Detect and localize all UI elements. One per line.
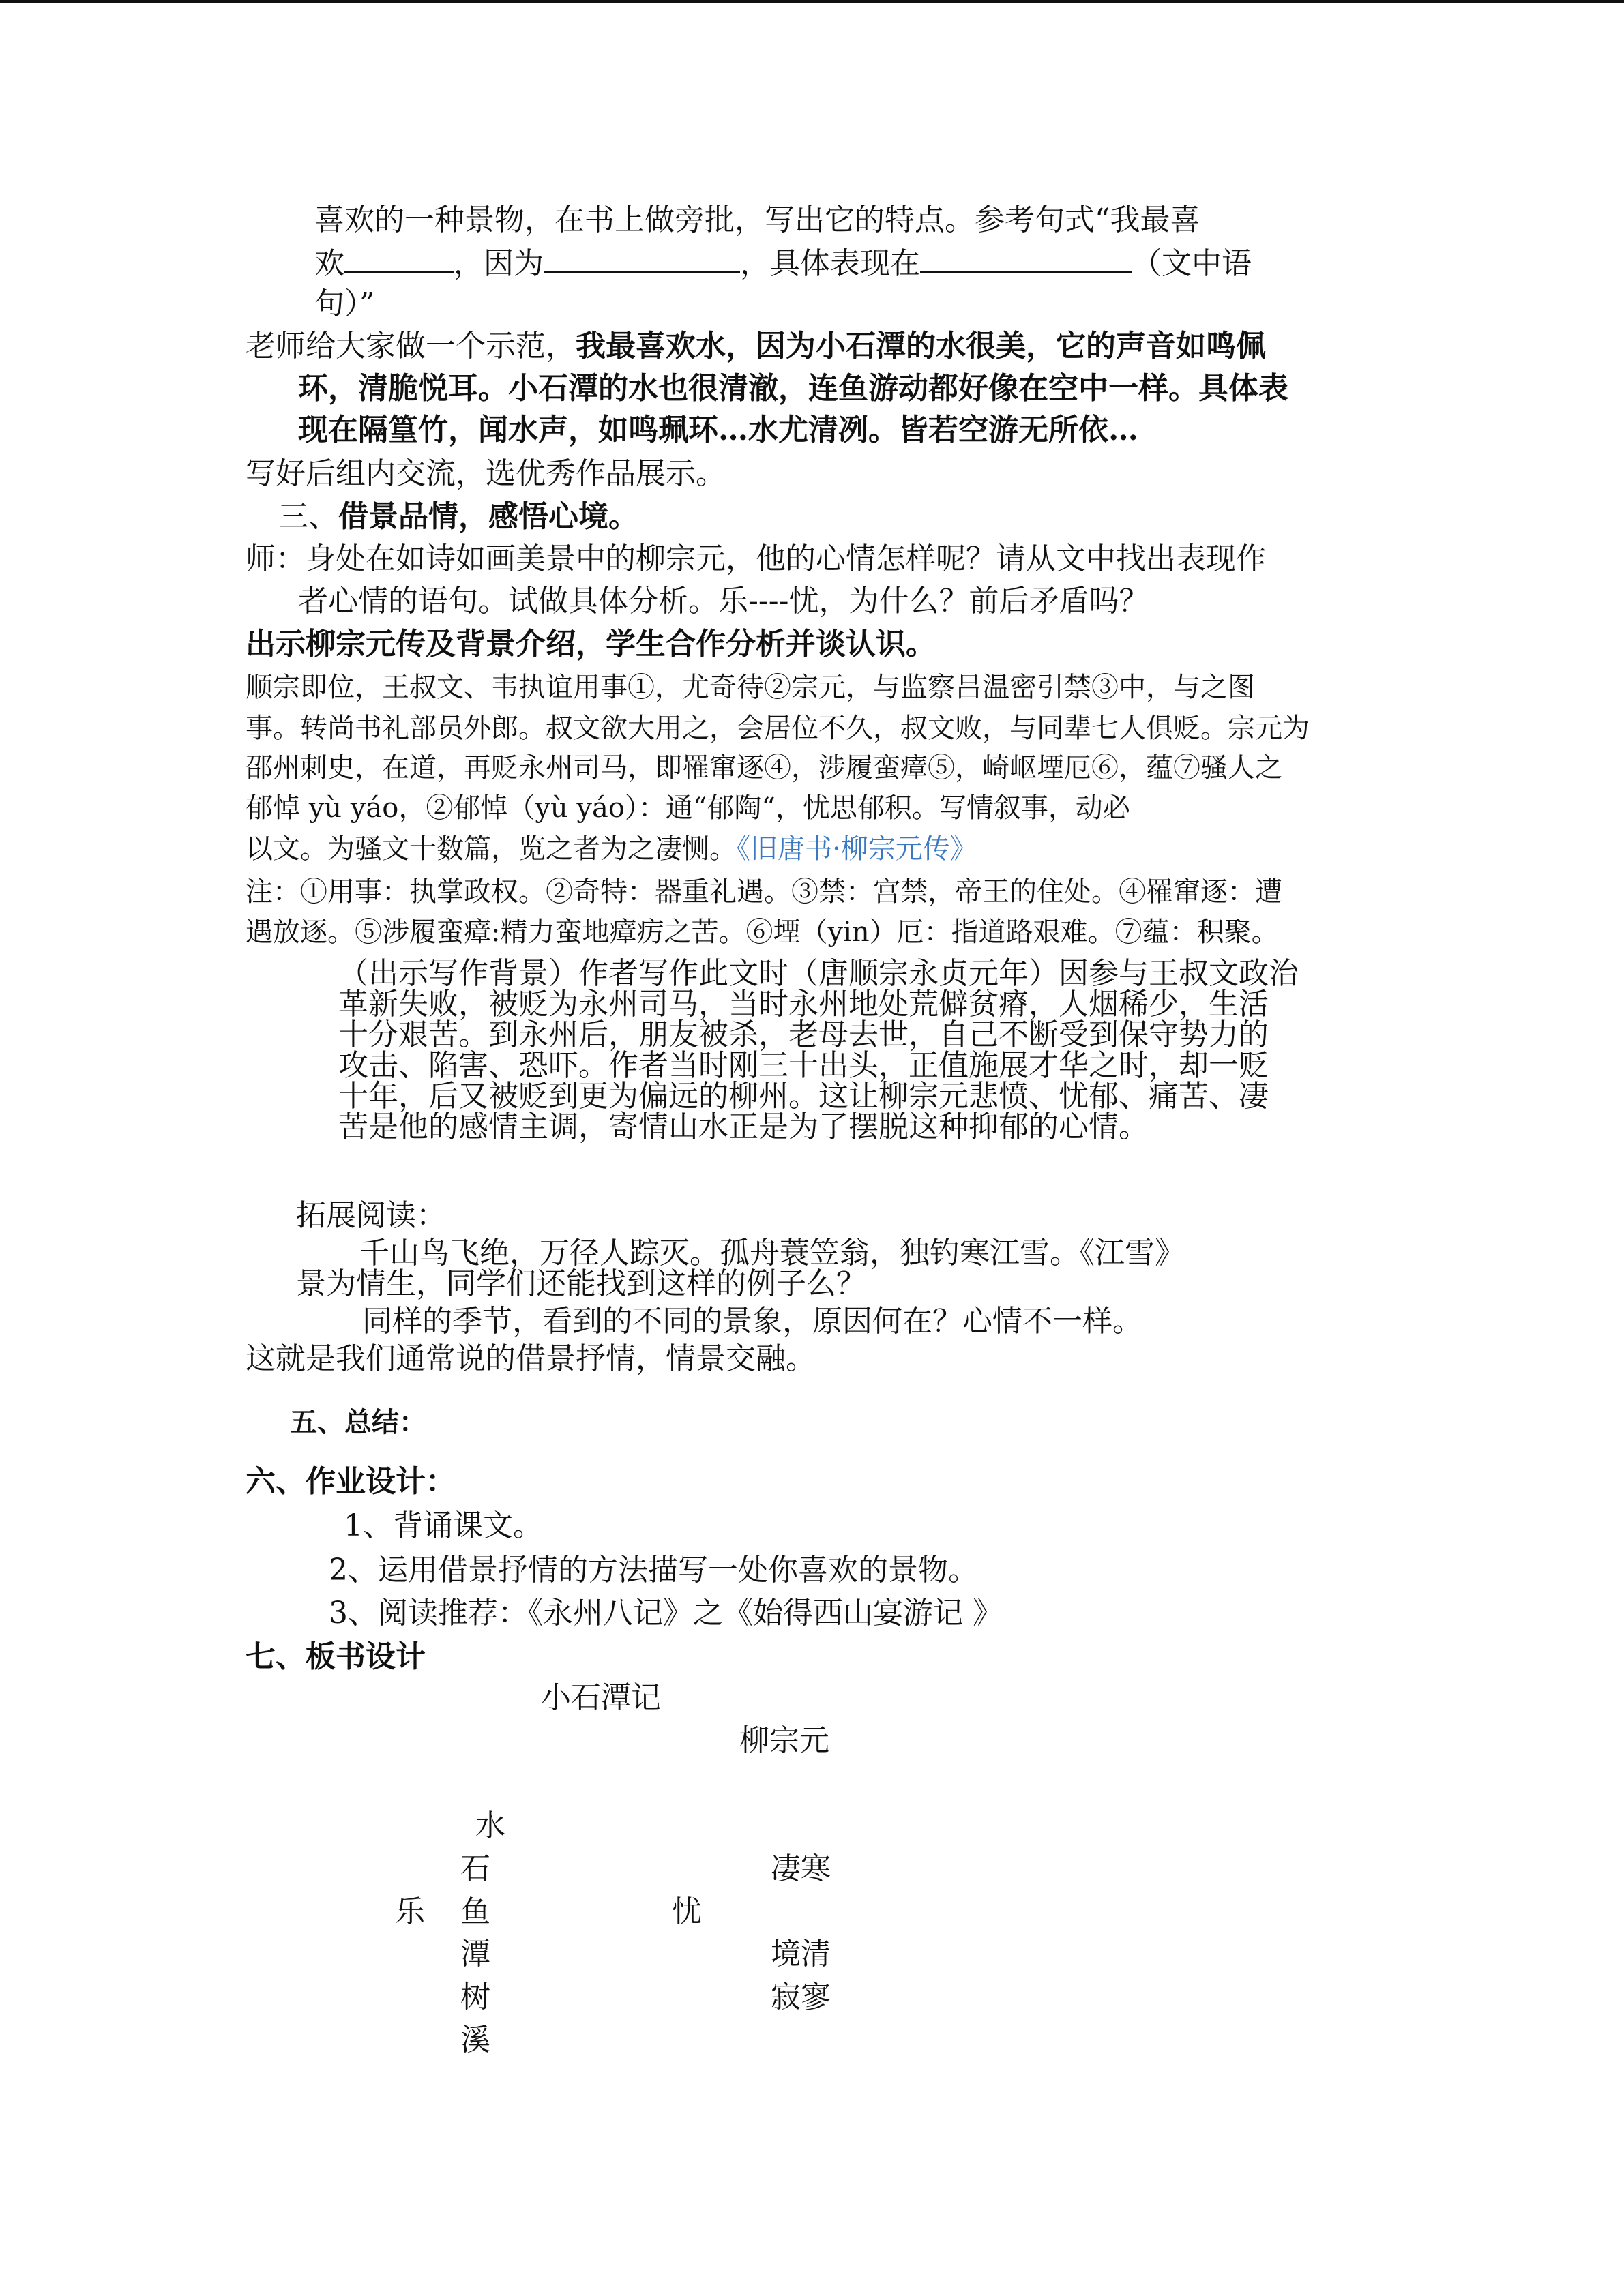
share-line: 写好后组内交流，选优秀作品展示。 <box>246 456 726 491</box>
prompt-text-d: （文中语 <box>1132 246 1252 281</box>
prompt-text-a: 欢 <box>314 246 344 281</box>
board-right-item: 境清 <box>771 1937 831 1971</box>
bio-line-2: 事。转尚书礼部员外郎。叔文欲大用之，会居位不久，叔文败，与同辈七人俱贬。宗元为 <box>246 713 1310 744</box>
board-col-item: 树 <box>460 1980 490 2014</box>
demo-line-2: 环，清脆悦耳。小石潭的水也很清澈，连鱼游动都好像在空中一样。具体表 <box>298 371 1288 406</box>
bio-line-3: 邵州刺史，在道，再贬永州司马，即罹窜逐④，涉履蛮瘴⑤，崎岖堙厄⑥，蕴⑦骚人之 <box>246 752 1282 784</box>
prompt-line-2 <box>314 244 1252 283</box>
board-col-item: 溪 <box>460 2023 490 2057</box>
extension-question: 景为情生，同学们还能找到这样的例子么？ <box>296 1266 866 1301</box>
notes-line-2: 遇放逐。⑤涉履蛮瘴:精力蛮地瘴疠之苦。⑥堙（yin）厄：指道路艰难。⑦蕴：积聚。 <box>246 916 1279 948</box>
section-7-heading: 七、板书设计 <box>246 1639 426 1674</box>
page-top-border <box>0 0 1624 3</box>
background-line-3: 十分艰苦。到永州后，朋友被杀，老母去世，自己不断受到保守势力的 <box>338 1017 1269 1052</box>
section-6-heading: 六、作业设计： <box>246 1464 456 1499</box>
source-link[interactable]: 《旧唐书·柳宗元传》 <box>737 833 977 865</box>
extension-label: 拓展阅读： <box>296 1198 446 1233</box>
background-line-1: （出示写作背景）作者写作此文时（唐顺宗永贞元年）因参与王叔文政治 <box>338 956 1299 991</box>
fill-blank-2 <box>544 244 740 273</box>
homework-item-1: 1、背诵课文。 <box>344 1508 543 1543</box>
background-line-6: 苦是他的感情主调，寄情山水正是为了摆脱这种抑郁的心情。 <box>338 1109 1149 1144</box>
notes-line-1: 注：①用事：执掌政权。②奇特：器重礼遇。③禁：宫禁，帝王的住处。④罹窜逐：遭 <box>246 876 1282 908</box>
board-right-item: 凄寒 <box>771 1851 831 1886</box>
board-title: 小石潭记 <box>541 1680 661 1715</box>
extension-same-season: 同样的季节，看到的不同的景象，原因何在？心情不一样。 <box>362 1304 1142 1339</box>
extension-conclusion: 这就是我们通常说的借景抒情，情景交融。 <box>246 1341 816 1376</box>
homework-item-2: 2、运用借景抒情的方法描写一处你喜欢的景物。 <box>329 1553 978 1587</box>
section-3-number: 三、 <box>278 499 338 534</box>
prompt-line-3: 句）” <box>314 286 375 321</box>
board-worry: 忧 <box>672 1894 702 1929</box>
fill-blank-3 <box>920 244 1132 273</box>
board-col-item: 潭 <box>460 1937 490 1971</box>
question-line-1: 师：身处在如诗如画美景中的柳宗元，他的心情怎样呢？请从文中找出表现作 <box>246 541 1266 576</box>
background-line-4: 攻击、陷害、恐吓。作者当时刚三十出头，正值施展才华之时，却一贬 <box>338 1048 1269 1083</box>
prompt-line-1: 喜欢的一种景物，在书上做旁批，写出它的特点。参考句式“我最喜 <box>314 203 1200 237</box>
section-5-heading: 五、总结： <box>290 1406 426 1438</box>
background-line-5: 十年，后又被贬到更为偏远的柳州。这让柳宗元悲愤、忧郁、痛苦、凄 <box>338 1079 1269 1114</box>
board-author: 柳宗元 <box>739 1723 829 1758</box>
section-3-heading <box>278 498 638 536</box>
board-col-item: 鱼 <box>460 1894 490 1929</box>
question-line-2: 者心情的语句。试做具体分析。乐----忧，为什么？前后矛盾吗？ <box>298 584 1149 618</box>
bio-line-5-text: 以文。为骚文十数篇，览之者为之凄恻。 <box>246 833 737 865</box>
demo-intro: 老师给大家做一个示范， <box>246 329 576 363</box>
section-3-title: 借景品情，感悟心境。 <box>338 499 638 534</box>
board-right-item: 寂寥 <box>771 1980 831 2014</box>
demo-line-3: 现在隔篁竹，闻水声，如鸣珮环…水尤清冽。皆若空游无所依… <box>298 413 1138 447</box>
board-col-item: 水 <box>475 1808 505 1843</box>
task-line: 出示柳宗元传及背景介绍，学生合作分析并谈认识。 <box>246 627 936 661</box>
prompt-text-b: ，因为 <box>454 246 544 281</box>
extension-poem: 千山鸟飞绝，万径人踪灭。孤舟蓑笠翁，独钓寒江雪。《江雪》 <box>359 1236 1185 1270</box>
demo-line-1 <box>246 327 1266 366</box>
prompt-text-c: ，具体表现在 <box>740 246 920 281</box>
bio-line-5 <box>246 830 977 868</box>
bio-line-4: 郁悼 yù yáo，②郁悼（yù yáo）：通“郁陶“，忧思郁积。写情叙事，动必 <box>246 792 1130 824</box>
homework-item-3: 3、阅读推荐：《永州八记》之《始得西山宴游记 》 <box>329 1596 1003 1630</box>
board-col-item: 石 <box>460 1851 490 1886</box>
background-line-2: 革新失败，被贬为永州司马，当时永州地处荒僻贫瘠，人烟稀少，生活 <box>338 987 1269 1022</box>
bio-line-1: 顺宗即位，王叔文、韦执谊用事①，尤奇待②宗元，与监察吕温密引禁③中，与之图 <box>246 672 1255 703</box>
board-joy: 乐 <box>395 1894 425 1929</box>
demo-bold-1: 我最喜欢水，因为小石潭的水很美，它的声音如鸣佩 <box>576 329 1266 363</box>
fill-blank-1 <box>344 244 454 273</box>
